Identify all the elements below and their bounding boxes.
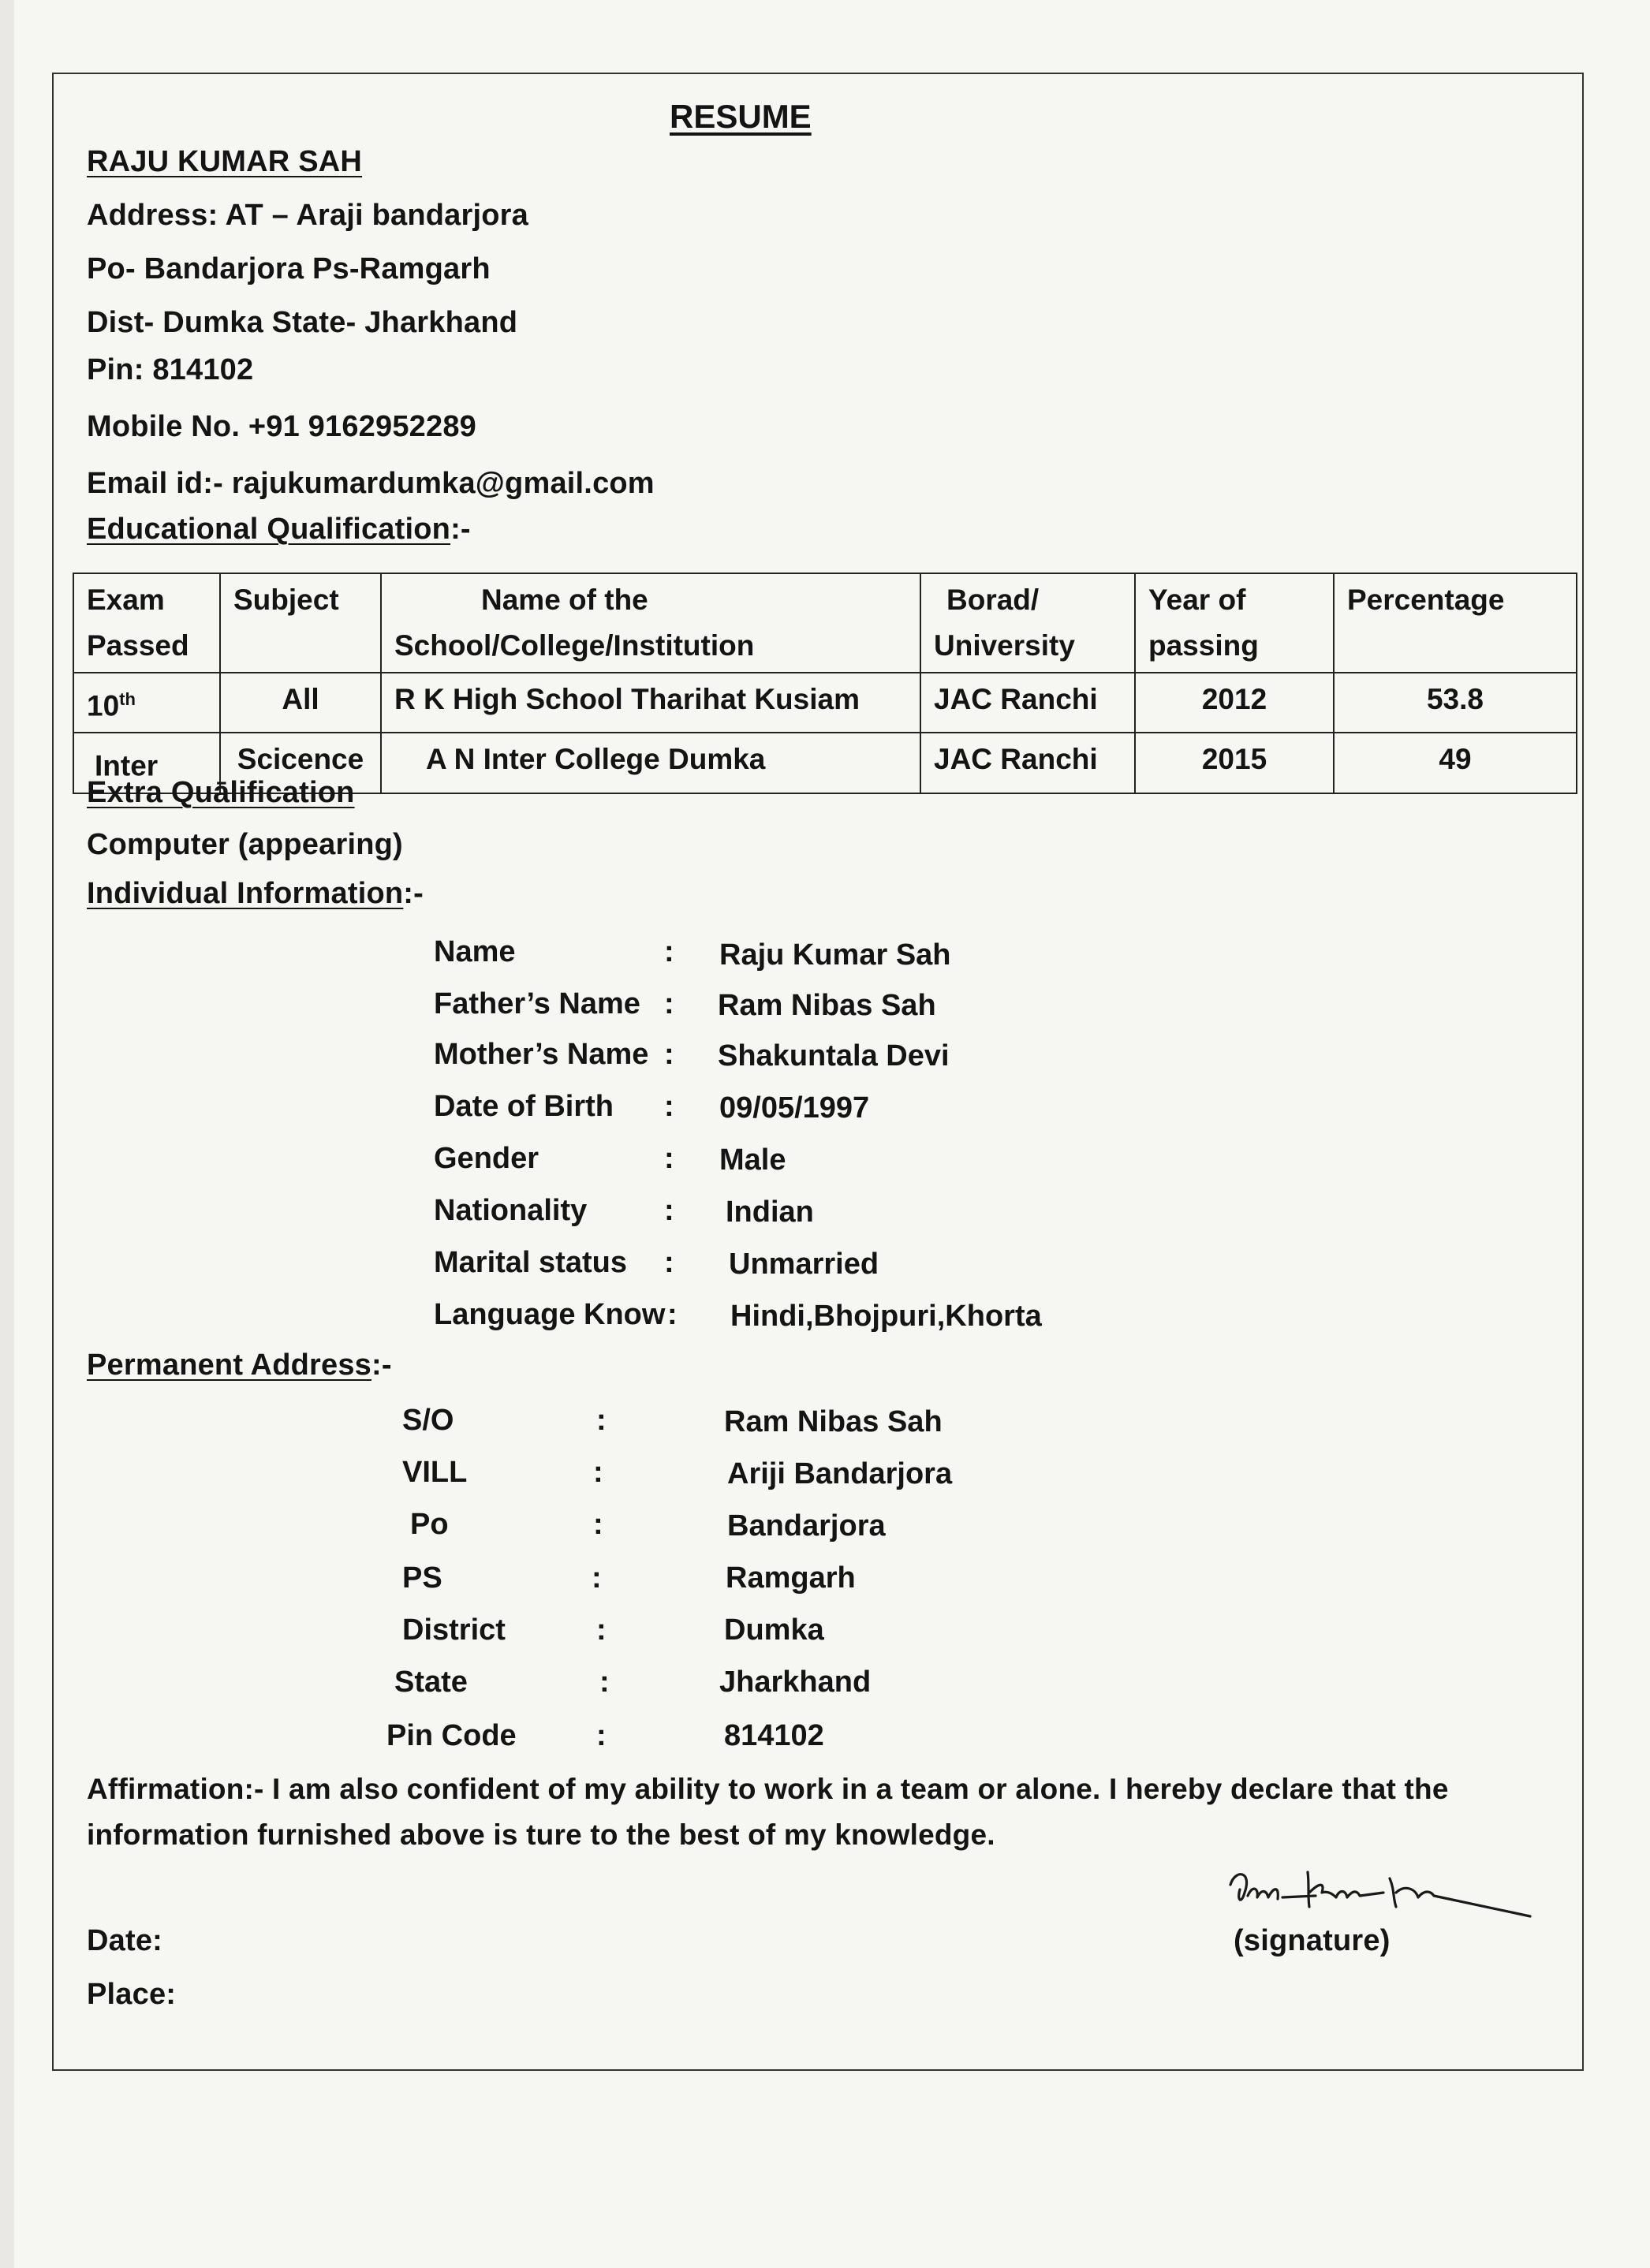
heading-suffix: :- [450, 513, 471, 546]
heading-suffix: :- [371, 1348, 392, 1382]
separator: : [664, 1038, 674, 1071]
cell-year: 2015 [1135, 733, 1334, 793]
address-label: State [394, 1666, 468, 1699]
individual-heading-text: Individual Information [87, 877, 404, 910]
email-line: Email id:- rajukumardumka@gmail.com [87, 467, 655, 500]
extra-value: Computer (appearing) [87, 828, 403, 861]
address-line: Address: AT – Araji bandarjora [87, 199, 528, 232]
cell-exam: Inter [73, 733, 220, 793]
separator: : [664, 1090, 674, 1123]
info-label: Marital status [434, 1246, 627, 1279]
individual-heading [87, 877, 424, 911]
separator: : [664, 1246, 674, 1279]
cell-institution: A N Inter College Dumka [381, 733, 920, 793]
education-table [73, 573, 1577, 794]
info-label: Date of Birth [434, 1090, 614, 1123]
table-row [73, 673, 1577, 733]
address-value: 814102 [724, 1719, 824, 1752]
column-header: Exam Passed [73, 573, 220, 673]
permanent-heading-text: Permanent Address [87, 1348, 372, 1382]
info-label: Mother’s Name [434, 1038, 649, 1071]
separator: : [592, 1561, 602, 1595]
separator: : [599, 1666, 610, 1699]
info-value: Indian [726, 1196, 814, 1229]
affirmation-line: Affirmation:- I am also confident of my ability to work in a team or alone. I hereby declare that the [87, 1773, 1449, 1805]
info-value: Ram Nibas Sah [718, 989, 936, 1022]
permanent-heading [87, 1348, 392, 1382]
applicant-name: RAJU KUMAR SAH [87, 145, 363, 178]
address-label: District [402, 1613, 506, 1647]
address-label: PS [402, 1561, 442, 1595]
mobile-line: Mobile No. +91 9162952289 [87, 410, 477, 443]
page-title: RESUME [670, 98, 812, 135]
info-label: Gender [434, 1142, 539, 1175]
address-value: Ram Nibas Sah [724, 1405, 943, 1438]
education-heading [87, 513, 471, 546]
column-header: Subject [220, 573, 381, 673]
pin-line: Pin: 814102 [87, 353, 254, 386]
separator: : [664, 1194, 674, 1227]
address-label: Pin Code [386, 1719, 517, 1752]
info-value: Raju Kumar Sah [719, 938, 951, 972]
education-heading-text: Educational Qualification [87, 513, 451, 546]
separator: : [667, 1298, 678, 1331]
cell-institution: R K High School Tharihat Kusiam [381, 673, 920, 733]
cell-subject: Scicence [220, 733, 381, 793]
heading-suffix: :- [403, 877, 424, 910]
affirmation-line: information furnished above is ture to the best of my knowledge. [87, 1819, 995, 1851]
separator: : [596, 1404, 607, 1437]
address-label: VILL [402, 1456, 468, 1489]
separator: : [596, 1719, 607, 1752]
info-value: Hindi,Bhojpuri,Khorta [730, 1300, 1042, 1333]
info-label: Nationality [434, 1194, 588, 1227]
address-value: Ariji Bandarjora [727, 1457, 953, 1490]
cell-board: JAC Ranchi [920, 673, 1135, 733]
address-line: Dist- Dumka State- Jharkhand [87, 306, 518, 339]
signature-caption: (signature) [1234, 1924, 1391, 1957]
cell-subject: All [220, 673, 381, 733]
info-value: 09/05/1997 [719, 1091, 870, 1125]
info-label: Language Know [434, 1298, 666, 1331]
separator: : [596, 1613, 607, 1647]
address-label: Po [410, 1508, 449, 1541]
column-header: Percentage [1334, 573, 1577, 673]
address-value: Bandarjora [727, 1509, 886, 1542]
address-label: S/O [402, 1404, 454, 1437]
address-line: Po- Bandarjora Ps-Ramgarh [87, 252, 491, 285]
cell-board: JAC Ranchi [920, 733, 1135, 793]
info-value: Unmarried [729, 1248, 879, 1281]
table-header-row [73, 573, 1577, 673]
separator: : [593, 1508, 603, 1541]
column-header: Year of passing [1135, 573, 1334, 673]
cell-percentage: 53.8 [1334, 673, 1577, 733]
separator: : [593, 1456, 603, 1489]
extra-heading: Extra Quālification [87, 776, 355, 809]
separator: : [664, 987, 674, 1020]
address-value: Ramgarh [726, 1561, 856, 1595]
date-label: Date: [87, 1924, 163, 1957]
address-value: Jharkhand [719, 1666, 872, 1699]
column-header: Name of the School/College/Institution [381, 573, 920, 673]
separator: : [664, 935, 674, 968]
address-value: Dumka [724, 1613, 824, 1647]
info-label: Father’s Name [434, 987, 640, 1020]
info-value: Shakuntala Devi [718, 1039, 950, 1072]
separator: : [664, 1142, 674, 1175]
cell-year: 2012 [1135, 673, 1334, 733]
cell-percentage: 49 [1334, 733, 1577, 793]
column-header: Borad/ University [920, 573, 1135, 673]
info-value: Male [719, 1143, 786, 1177]
cell-exam: 10th [73, 673, 220, 733]
info-label: Name [434, 935, 516, 968]
place-label: Place: [87, 1978, 177, 2011]
